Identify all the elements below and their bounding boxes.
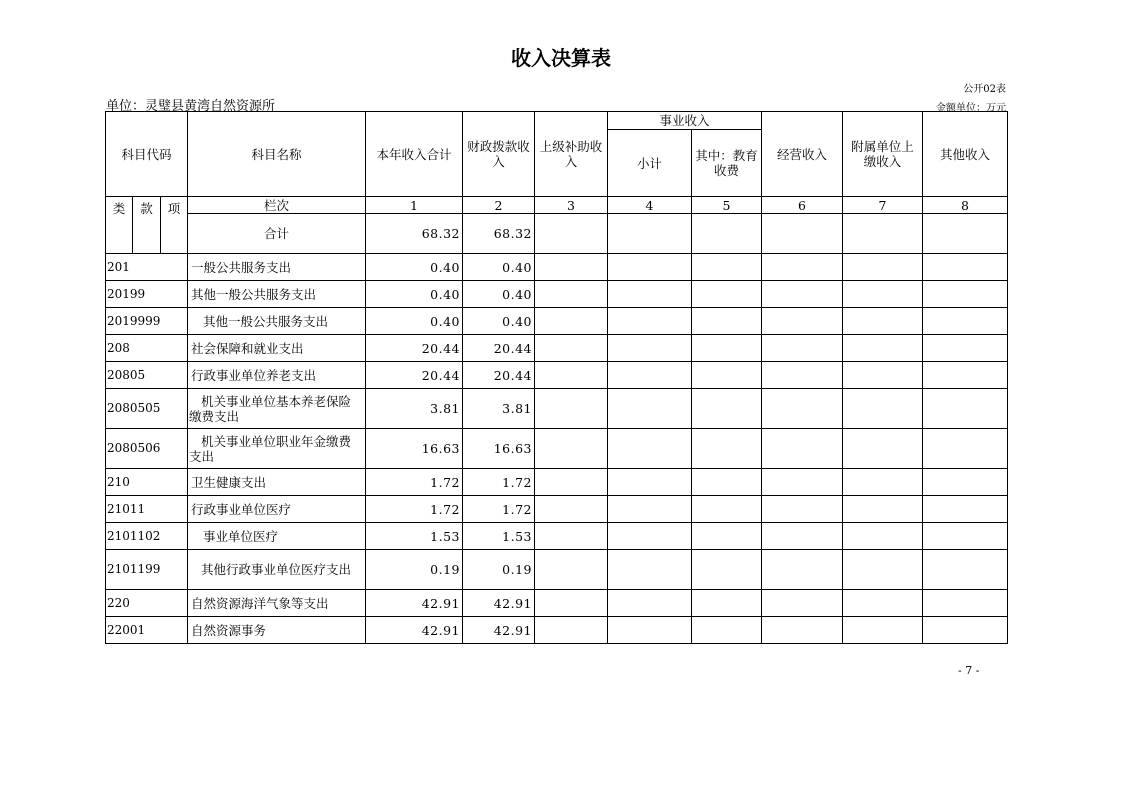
col-num: 8: [923, 197, 1008, 214]
row-code: 208: [106, 335, 188, 362]
row-total: 1.53: [366, 523, 463, 550]
row-name: 事业单位医疗: [188, 523, 366, 550]
row-name: 机关事业单位职业年金缴费支出: [188, 429, 366, 469]
row-name: 机关事业单位基本养老保险缴费支出: [188, 389, 366, 429]
row-fiscal: 3.81: [463, 389, 535, 429]
col-num: 5: [692, 197, 762, 214]
row-code: 2101102: [106, 523, 188, 550]
income-final-accounts-table: [105, 111, 1008, 644]
row-name: 社会保障和就业支出: [188, 335, 366, 362]
col-num: 3: [535, 197, 608, 214]
page-number: - 7 -: [958, 664, 980, 677]
table-row: [106, 335, 1008, 362]
row-code: 22001: [106, 617, 188, 644]
table-row: [106, 308, 1008, 335]
header-edu: 其中：教育收费: [692, 130, 762, 197]
page-title: 收入决算表: [511, 46, 611, 70]
row-fiscal: 0.19: [463, 550, 535, 590]
header-kuan: 款: [133, 197, 161, 254]
header-other: 其他收入: [923, 112, 1008, 197]
row-code: 2080505: [106, 389, 188, 429]
row-code: 20199: [106, 281, 188, 308]
row-total: 16.63: [366, 429, 463, 469]
header-lanci: 栏次: [188, 197, 366, 214]
row-fiscal: 1.53: [463, 523, 535, 550]
row-fiscal: 16.63: [463, 429, 535, 469]
row-code: 220: [106, 590, 188, 617]
heji-label: 合计: [188, 214, 366, 254]
table-row: [106, 281, 1008, 308]
form-number: 公开02表: [963, 84, 1006, 95]
table-row: [106, 469, 1008, 496]
row-fiscal: 1.72: [463, 496, 535, 523]
row-total: 20.44: [366, 335, 463, 362]
heji-total: 68.32: [366, 214, 463, 254]
row-total: 42.91: [366, 617, 463, 644]
row-code: 201: [106, 254, 188, 281]
row-fiscal: 1.72: [463, 469, 535, 496]
row-name: 一般公共服务支出: [188, 254, 366, 281]
col-num: 7: [843, 197, 923, 214]
header-business: 事业收入: [608, 112, 762, 130]
table-row: [106, 550, 1008, 590]
row-code: 2019999: [106, 308, 188, 335]
row-name: 自然资源海洋气象等支出: [188, 590, 366, 617]
row-name: 卫生健康支出: [188, 469, 366, 496]
row-name: 其他行政事业单位医疗支出: [188, 550, 366, 590]
row-fiscal: 20.44: [463, 335, 535, 362]
row-code: 20805: [106, 362, 188, 389]
table-row: [106, 523, 1008, 550]
row-total: 0.40: [366, 254, 463, 281]
row-fiscal: 0.40: [463, 254, 535, 281]
row-name: 自然资源事务: [188, 617, 366, 644]
header-name: 科目名称: [188, 112, 366, 197]
col-num: 1: [366, 197, 463, 214]
header-subtotal: 小计: [608, 130, 692, 197]
table-row: [106, 389, 1008, 429]
row-code: 21011: [106, 496, 188, 523]
col-num: 2: [463, 197, 535, 214]
row-total: 42.91: [366, 590, 463, 617]
row-name: 行政事业单位养老支出: [188, 362, 366, 389]
row-fiscal: 42.91: [463, 590, 535, 617]
money-unit: 金额单位：万元: [936, 103, 1006, 114]
row-fiscal: 0.40: [463, 281, 535, 308]
header-xiang: 项: [161, 197, 188, 254]
row-total: 0.40: [366, 308, 463, 335]
row-total: 20.44: [366, 362, 463, 389]
row-fiscal: 0.40: [463, 308, 535, 335]
header-fiscal: 财政拨款收入: [463, 112, 535, 197]
row-code: 2101199: [106, 550, 188, 590]
table-row: [106, 429, 1008, 469]
col-num: 6: [762, 197, 843, 214]
row-fiscal: 20.44: [463, 362, 535, 389]
row-total: 1.72: [366, 496, 463, 523]
row-total: 0.19: [366, 550, 463, 590]
row-total: 3.81: [366, 389, 463, 429]
header-lei: 类: [106, 197, 133, 254]
header-operating: 经营收入: [762, 112, 843, 197]
row-total: 0.40: [366, 281, 463, 308]
header-code: 科目代码: [106, 112, 188, 197]
row-total: 1.72: [366, 469, 463, 496]
table-row: [106, 590, 1008, 617]
table-row: [106, 362, 1008, 389]
col-num: 4: [608, 197, 692, 214]
table-row: [106, 254, 1008, 281]
table-row: [106, 617, 1008, 644]
table-row: [106, 496, 1008, 523]
header-affiliated: 附属单位上缴收入: [843, 112, 923, 197]
row-name: 其他一般公共服务支出: [188, 308, 366, 335]
row-name: 行政事业单位医疗: [188, 496, 366, 523]
row-fiscal: 42.91: [463, 617, 535, 644]
row-name: 其他一般公共服务支出: [188, 281, 366, 308]
row-code: 2080506: [106, 429, 188, 469]
header-total: 本年收入合计: [366, 112, 463, 197]
row-code: 210: [106, 469, 188, 496]
heji-fiscal: 68.32: [463, 214, 535, 254]
header-subsidy: 上级补助收入: [535, 112, 608, 197]
reporting-unit: 单位：灵璧县黄湾自然资源所: [106, 99, 276, 114]
